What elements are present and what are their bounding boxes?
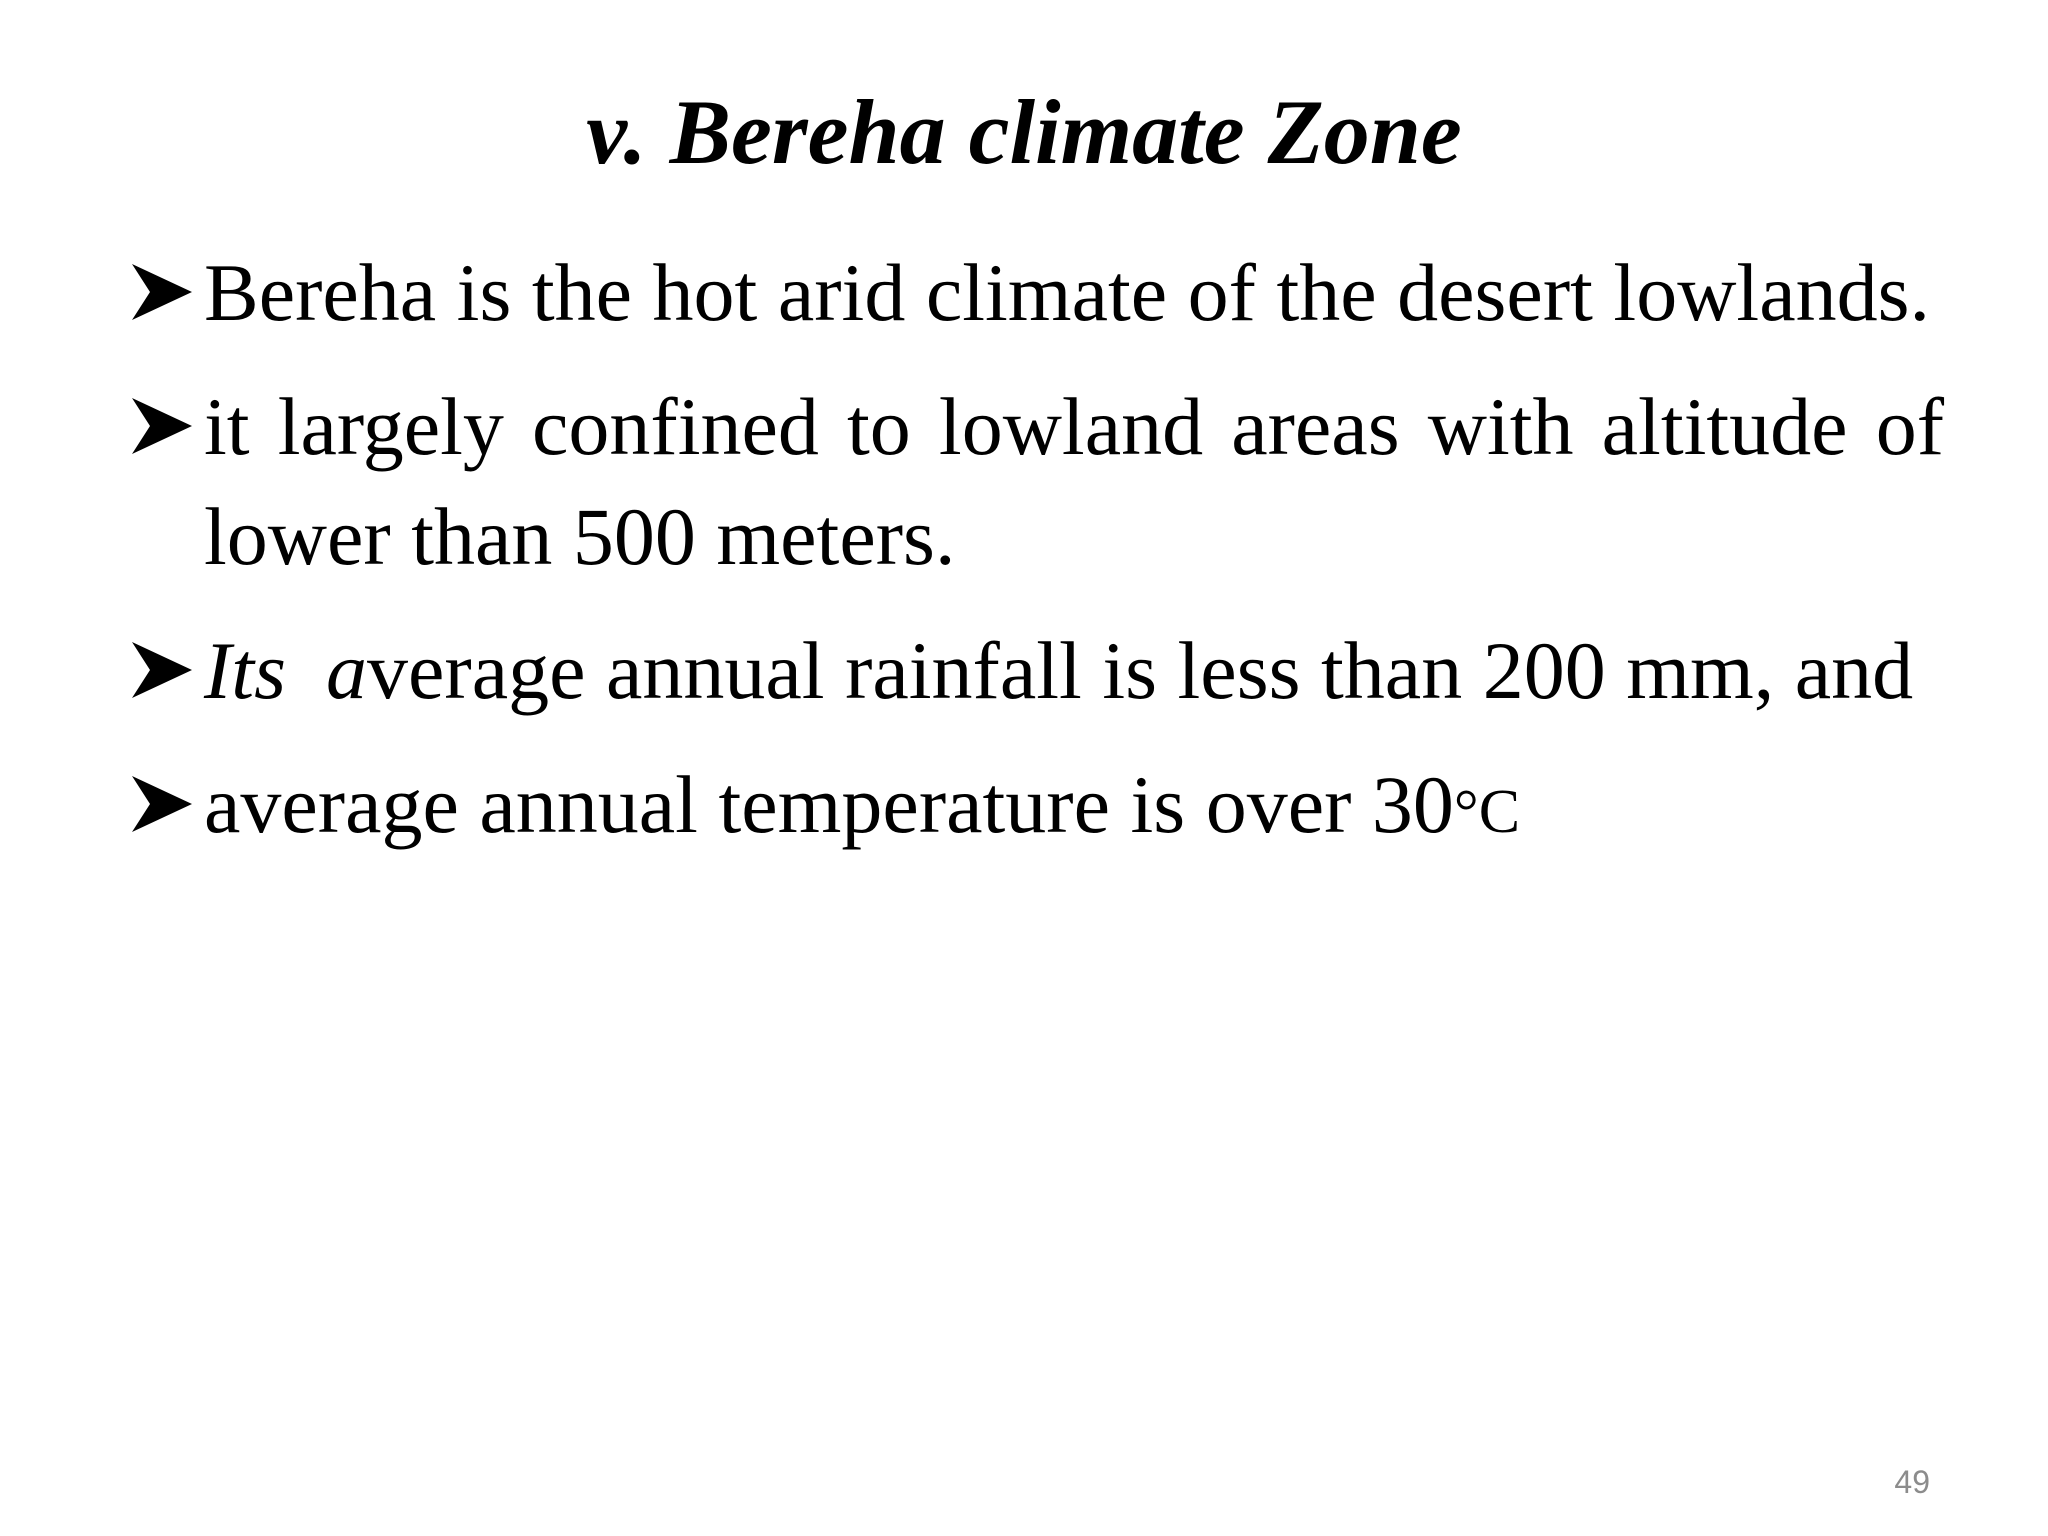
bullet-text: average annual temperature is over 30 <box>204 759 1454 850</box>
arrow-bullet-icon <box>130 394 194 458</box>
arrow-bullet-icon <box>130 638 194 702</box>
bullet-text: it largely confined to lowland areas with altitude of lower than 500 meters. <box>204 381 1944 582</box>
bullet-text: verage annual rainfall is less than 200 mm, and <box>367 625 1914 716</box>
slide-title: v. Bereha climate Zone <box>586 81 1462 183</box>
page-number: 49 <box>1894 1464 1930 1500</box>
arrow-bullet-icon <box>130 260 194 324</box>
arrow-bullet-icon <box>130 772 194 836</box>
bullet-item <box>130 372 1944 592</box>
bullet-text: Bereha is the hot arid climate of the desert lowlands. <box>204 247 1931 338</box>
bullet-item <box>130 238 1944 348</box>
bullet-text-italic-a: a <box>326 625 367 716</box>
degree-celsius-unit: °C <box>1453 778 1521 846</box>
bullet-item <box>130 750 1944 867</box>
bullet-text-italic-its: Its <box>204 625 286 716</box>
bullet-list <box>130 238 1944 891</box>
bullet-item <box>130 616 1944 726</box>
